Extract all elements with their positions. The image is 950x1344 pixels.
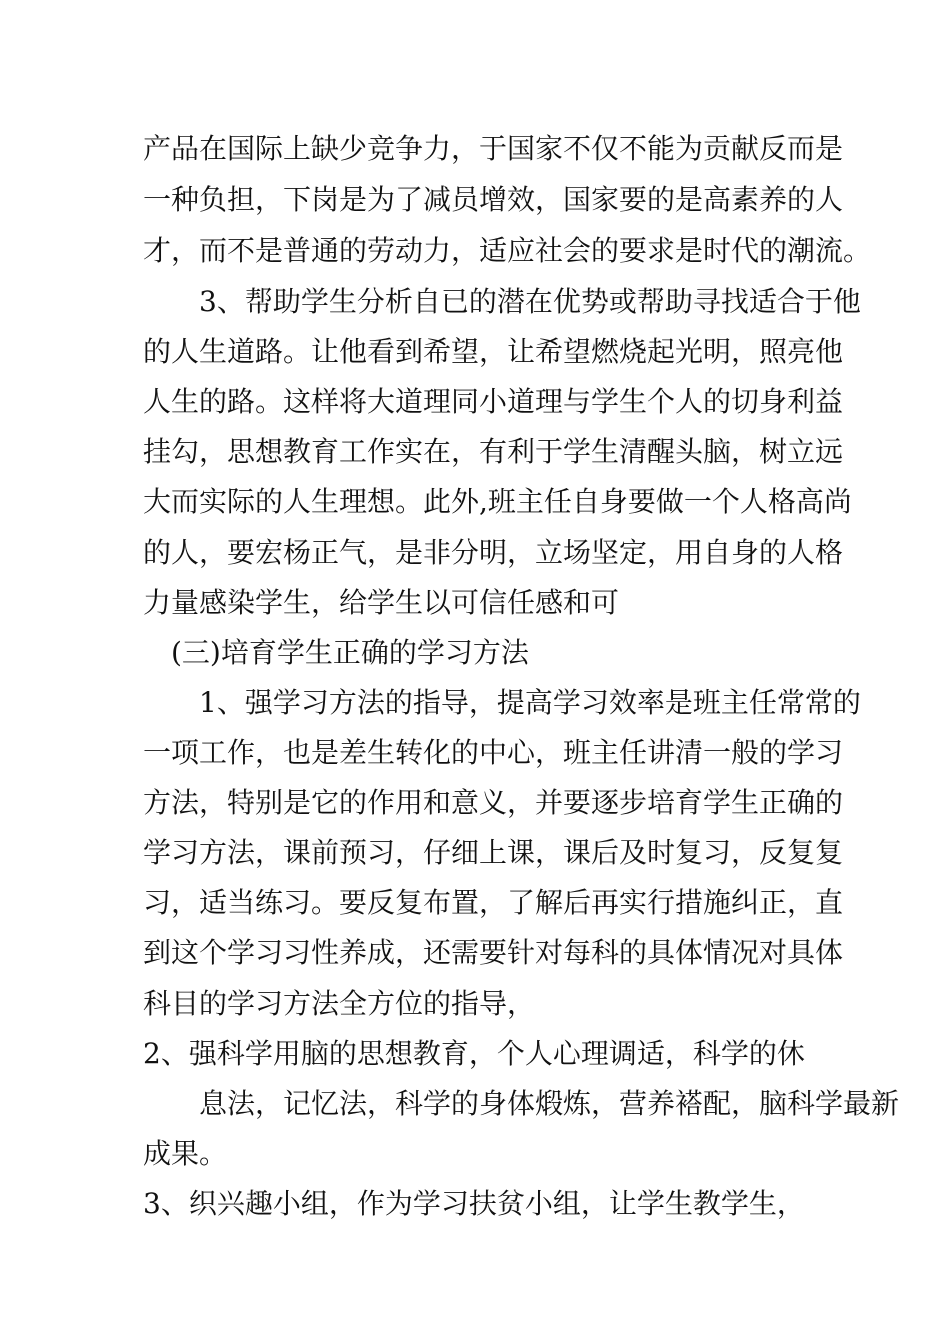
paragraph-first-line: 1、强学习方法的指导，提高学习效率是班主任常常的 xyxy=(199,686,861,719)
text-line: 习，适当练习。要反复布置，了解后再实行措施纠正，直 xyxy=(143,886,844,919)
text-line: 成果。 xyxy=(143,1137,228,1170)
paragraph-first-line: 2、强科学用脑的思想教育，个人心理调适，科学的休 xyxy=(143,1037,805,1070)
text-line: 的人，要宏杨正气，是非分明，立场坚定，用自身的人格 xyxy=(143,536,844,569)
paragraph-first-line: 3、帮助学生分析自已的潜在优势或帮助寻找适合于他 xyxy=(199,285,861,318)
text-line: 一项工作，也是差生转化的中心，班主任讲清一般的学习 xyxy=(143,736,844,769)
text-line: 挂勾，思想教育工作实在，有利于学生清醒头脑，树立远 xyxy=(143,435,844,468)
text-line: 到这个学习习性养成，还需要针对每科的具体情况对具体 xyxy=(143,936,844,969)
text-line: 的人生道路。让他看到希望，让希望燃烧起光明，照亮他 xyxy=(143,335,844,368)
text-line: 大而实际的人生理想。此外,班主任自身要做一个人格高尚 xyxy=(143,485,852,518)
text-line: 息法，记忆法，科学的身体煅炼，营养褡配，脑科学最新 xyxy=(199,1087,900,1120)
text-line: 一种负担，下岗是为了减员增效，国家要的是高素养的人 xyxy=(143,183,844,216)
paragraph-first-line: 3、织兴趣小组，作为学习扶贫小组，让学生教学生， xyxy=(143,1187,805,1220)
text-line: 方法，特别是它的作用和意义，并要逐步培育学生正确的 xyxy=(143,786,844,819)
text-line: 力量感染学生，给学生以可信任感和可 xyxy=(143,586,620,619)
section-heading: (三)培育学生正确的学习方法 xyxy=(171,636,529,669)
text-line: 人生的路。这样将大道理同小道理与学生个人的切身利益 xyxy=(143,385,844,418)
text-line: 产品在国际上缺少竞争力，于国家不仅不能为贡献反而是 xyxy=(143,132,844,165)
text-line: 才，而不是普通的劳动力，适应社会的要求是时代的潮流。 xyxy=(143,234,872,267)
text-line: 学习方法，课前预习，仔细上课，课后及时复习，反复复 xyxy=(143,836,844,869)
text-line: 科目的学习方法全方位的指导， xyxy=(143,987,536,1020)
